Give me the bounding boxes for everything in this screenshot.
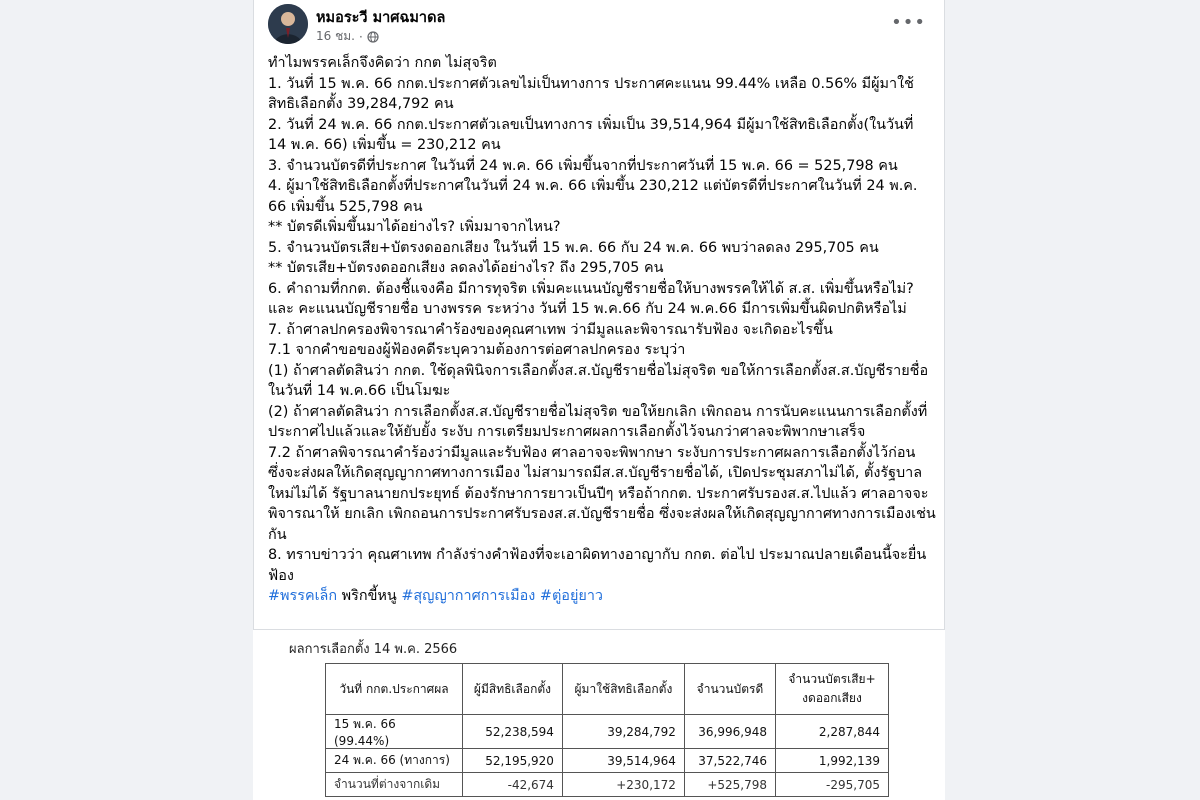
table-cell: +230,172 <box>562 773 684 797</box>
table-cell: 1,992,139 <box>776 749 889 773</box>
table-cell: 52,238,594 <box>463 715 563 749</box>
table-header-cell: จำนวนบัตรดี <box>684 664 775 715</box>
avatar-photo-icon <box>268 4 308 44</box>
post-line: (1) ถ้าศาลตัดสินว่า กกต. ใช้ดุลพินิจการเลือกตั้งส.ส.บัญชีรายชื่อไม่สุจริต ขอให้การเลือกตั้งส.ส.บัญชีรายชื่อในวันที่ 14 พ.ค.66 เป็นโมฆะ <box>268 362 929 399</box>
post-line: 5. จำนวนบัตรเสีย+บัตรงดออกเสียง ในวันที่ 15 พ.ค. 66 กับ 24 พ.ค. 66 พบว่าลดลง 295,705 คน <box>268 239 879 256</box>
table-header-cell: ผู้มาใช้สิทธิเลือกตั้ง <box>562 664 684 715</box>
post-body <box>268 53 936 607</box>
avatar[interactable] <box>268 4 308 44</box>
hashtags <box>268 586 936 607</box>
table-row <box>326 773 889 797</box>
post-line: 3. จำนวนบัตรดีที่ประกาศ ในวันที่ 24 พ.ค. 66 เพิ่มขึ้นจากที่ประกาศวันที่ 15 พ.ค. 66 = 525,798 คน <box>268 157 898 174</box>
post-card <box>253 0 945 630</box>
post-line: 2. วันที่ 24 พ.ค. 66 กกต.ประกาศตัวเลขเป็นทางการ เพิ่มเป็น 39,514,964 มีผู้มาใช้สิทธิเลือกตั้ง(ในวันที่ 14 พ.ค. 66) เพิ่มขึ้น = 230,212 คน <box>268 116 914 153</box>
author-name[interactable]: หมอระวี มาศฉมาดล <box>316 10 446 26</box>
post-line: 7. ถ้าศาลปกครองพิจารณาคำร้องของคุณศาเทพ ว่ามีมูลและพิจารณารับฟ้อง จะเกิดอะไรขึ้น <box>268 321 833 338</box>
post-image[interactable] <box>253 630 945 800</box>
table-cell: -295,705 <box>776 773 889 797</box>
post-line: (2) ถ้าศาลตัดสินว่า การเลือกตั้งส.ส.บัญชีรายชื่อไม่สุจริต ขอให้ยกเลิก เพิกถอน การนับคะแนนการเลือกตั้งที่ประกาศไปแล้วและให้ยับยั้ง ระงับ การเตรียมประกาศผลการเลือกตั้งไว้จนกว่าศาลจะพิพากษาเสร็จ <box>268 403 928 440</box>
post-line: 6. คำถามที่กกต. ต้องชี้แจงคือ มีการทุจริต เพิ่มคะแนนบัญชีรายชื่อให้บางพรรคให้ได้ ส.ส. เพิ่มขึ้นหรือไม่? และ คะแนนบัญชีรายชื่อ บางพรรค ระหว่าง วันที่ 15 พ.ค.66 กับ 24 พ.ค.66 มีการเพิ่มขึ้นผิดปกติหรือไม่ <box>268 280 914 317</box>
table-cell: +525,798 <box>684 773 775 797</box>
post-line: ** บัตรเสีย+บัตรงดออกเสียง ลดลงได้อย่างไร? ถึง 295,705 คน <box>268 260 664 276</box>
post-line: 1. วันที่ 15 พ.ค. 66 กกต.ประกาศตัวเลขไม่เป็นทางการ ประกาศคะแนน 99.44% เหลือ 0.56% มีผู้มาใช้สิทธิเลือกตั้ง 39,284,792 คน <box>268 75 914 112</box>
table-cell: 52,195,920 <box>463 749 563 773</box>
table-cell: จำนวนที่ต่างจากเดิม <box>326 773 463 797</box>
table-cell: 37,522,746 <box>684 749 775 773</box>
hashtag-link[interactable]: #สุญญากาศการเมือง <box>401 588 536 604</box>
post-time[interactable]: 16 ชม. <box>316 29 355 43</box>
table-cell: -42,674 <box>463 773 563 797</box>
table-cell: 39,284,792 <box>562 715 684 749</box>
table-cell: 15 พ.ค. 66 (99.44%) <box>326 715 463 749</box>
post-line: ** บัตรดีเพิ่มขึ้นมาได้อย่างไร? เพิ่มมาจากไหน? <box>268 219 561 235</box>
table-cell: 36,996,948 <box>684 715 775 749</box>
table-header-cell: วันที่ กกต.ประกาศผล <box>326 664 463 715</box>
hashtag-link[interactable]: #ตู่อยู่ยาว <box>539 588 603 604</box>
results-table <box>325 663 889 797</box>
table-cell: 39,514,964 <box>562 749 684 773</box>
table-header-row <box>326 664 889 715</box>
hashtag-link[interactable]: #พรรคเล็ก <box>268 588 338 604</box>
post-line: 4. ผู้มาใช้สิทธิเลือกตั้งที่ประกาศในวันที่ 24 พ.ค. 66 เพิ่มขึ้น 230,212 แต่บัตรดีที่ประกาศในวันที่ 24 พ.ค. 66 เพิ่มขึ้น 525,798 คน <box>268 178 918 215</box>
globe-icon <box>367 31 379 43</box>
post-line: 7.2 ถ้าศาลพิจารณาคำร้องว่ามีมูลและรับฟ้อง ศาลอาจจะพิพากษา ระงับการประกาศผลการเลือกตั้งไว้ก่อน ซึ่งจะส่งผลให้เกิดสุญญากาศทางการเมือง ไม่สามารถมีส.ส.บัญชีรายชื่อได้, เปิดประชุมสภาไม่ได้, ตั้งรัฐบาลใหม่ไม่ได้ รัฐบาลนายกประยุทธ์ ต้องรักษาการยาวเป็นปีๆ หรือถ้ากกต. ประกาศรับรองส.ส.ไปแล้ว ศาลอาจจะพิจารณาให้ ยกเลิก เพิกถอนการประกาศรับรองส.ส.บัญชีรายชื่อ ซึ่งจะส่งผลให้เกิดสุญญากาศทางการเมืองเช่นกัน <box>268 444 936 543</box>
table-header-cell: จำนวนบัตรเสีย+ งดออกเสียง <box>776 664 889 715</box>
post-line: 8. ทราบข่าวว่า คุณศาเทพ กำลังร่างคำฟ้องที่จะเอาผิดทางอาญากับ กกต. ต่อไป ประมาณปลายเดือนนี้จะยื่นฟ้อง <box>268 547 927 584</box>
table-row <box>326 749 889 773</box>
post-line: ทำไมพรรคเล็กจึงคิดว่า กกต ไม่สุจริต <box>268 55 497 71</box>
table-header-cell: ผู้มีสิทธิเลือกตั้ง <box>463 664 563 715</box>
table-cell: 2,287,844 <box>776 715 889 749</box>
post-meta: 16 ชม. · <box>316 27 379 46</box>
more-options-button[interactable]: ••• <box>891 12 926 33</box>
table-cell: 24 พ.ค. 66 (ทางการ) <box>326 749 463 773</box>
tag-separator-text: พริกขี้หนู <box>337 588 402 604</box>
table-row <box>326 715 889 749</box>
post-line: 7.1 จากคำขอของผู้ฟ้องคดีระบุความต้องการต่อศาลปกครอง ระบุว่า <box>268 342 686 358</box>
image-title: ผลการเลือกตั้ง 14 พ.ค. 2566 <box>289 642 458 657</box>
